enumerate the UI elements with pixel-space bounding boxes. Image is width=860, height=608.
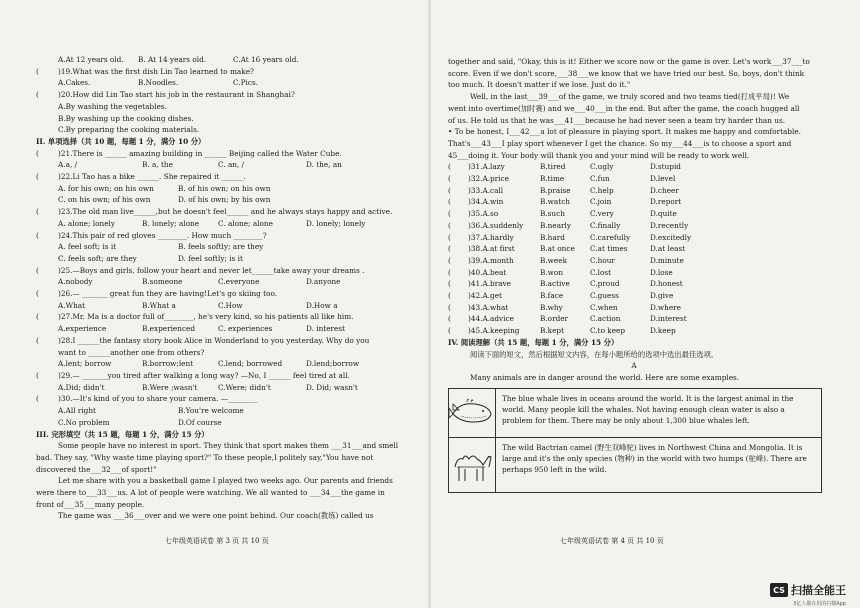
option-line bbox=[36, 323, 418, 335]
cloze-option-cell: C.proud bbox=[590, 279, 620, 289]
section-instructions: 阅读下面的短文，然后根据短文内容，在每小题所给的选项中选出最佳选项。 bbox=[470, 349, 719, 359]
cloze-option-cell: D.give bbox=[650, 291, 674, 301]
cloze-option-row bbox=[448, 173, 710, 185]
option: B. of his own; on his own bbox=[178, 183, 271, 193]
cloze-line: too much. It doesn't matter if we lose. Just do it." bbox=[448, 80, 631, 90]
cloze-option-cell: )31.A.lazy bbox=[468, 162, 505, 172]
option: C. feels soft; are they bbox=[58, 253, 137, 263]
cloze-option-cell: )43.A.what bbox=[468, 302, 509, 312]
option: D. Did; wasn't bbox=[306, 382, 358, 392]
cloze-option-cell: ( bbox=[448, 185, 451, 195]
option: D. lonely; lonely bbox=[306, 218, 366, 228]
cloze-line: The game was ___36___over and we were one point behind. Our coach(教练) called us bbox=[58, 511, 374, 521]
option: C. experiences bbox=[218, 324, 273, 334]
scanner-logo bbox=[770, 582, 846, 598]
cloze-option-cell: )45.A.keeping bbox=[468, 326, 520, 336]
right-footer: 七年级英语试卷 第 4 页 共 10 页 bbox=[560, 537, 664, 545]
answer-paren: ( bbox=[36, 230, 39, 240]
option: A.Did; didn't bbox=[58, 382, 105, 392]
question-stem: )24.This pair of red gloves ________. How much ________? bbox=[58, 230, 267, 240]
cloze-option-cell: ( bbox=[448, 255, 451, 265]
cloze-line: • To be honest, I___42___a lot of pleasure in playing sport. It makes me happy and comfortable. bbox=[448, 127, 802, 137]
question-stem: )19.What was the first dish Lin Tao learned to make? bbox=[58, 66, 254, 76]
cloze-option-cell: D.interest bbox=[650, 314, 687, 324]
cloze-option-cell: D.at least bbox=[650, 244, 686, 254]
cloze-option-cell: C.carefully bbox=[590, 232, 631, 242]
option: C.everyone bbox=[218, 277, 260, 287]
option-line bbox=[36, 241, 418, 253]
option-line bbox=[36, 358, 418, 370]
cloze-option-cell: )39.A.month bbox=[468, 255, 514, 265]
question-stem: )21.There is ______ amazing building in ______ Beijing called the Water Cube. bbox=[58, 148, 342, 158]
section-heading: III. 完形填空（共 15 题，每题 1 分，满分 15 分） bbox=[36, 429, 209, 439]
cloze-option-cell: D.honest bbox=[650, 279, 683, 289]
cloze-option-cell: B.face bbox=[540, 291, 564, 301]
cloze-option-cell: C.ugly bbox=[590, 162, 614, 172]
answer-paren: ( bbox=[36, 394, 39, 404]
cloze-option-cell: B.active bbox=[540, 279, 570, 289]
section-heading: II. 单项选择（共 10 题，每题 1 分，满分 10 分） bbox=[36, 136, 206, 146]
cloze-line: front of___35___many people. bbox=[36, 499, 145, 509]
cloze-option-row bbox=[448, 208, 710, 220]
cloze-option-cell: B.tired bbox=[540, 162, 566, 172]
question-stem: )22.Li Tao has a bike ______. She repaired it ______. bbox=[58, 172, 246, 182]
passage-intro: Many animals are in danger around the world. Here are some examples. bbox=[470, 372, 740, 382]
cloze-option-row bbox=[448, 185, 710, 197]
cloze-line: were there to___33___us. A lot of people were watching. We all wanted to ___34___the game in bbox=[36, 488, 385, 498]
option: D.anyone bbox=[306, 277, 341, 287]
logo-badge: CS bbox=[770, 583, 788, 597]
option: B.experienced bbox=[142, 324, 196, 334]
option: A.nobody bbox=[58, 277, 93, 287]
cloze-option-cell: C.help bbox=[590, 185, 614, 195]
question-text bbox=[36, 265, 418, 277]
cloze-option-cell: B.week bbox=[540, 255, 567, 265]
cloze-option-cell: ( bbox=[448, 279, 451, 289]
question-stem: )27.Mr. Ma is a doctor full of________, he's very kind, so his patients all like him. bbox=[58, 312, 354, 322]
cloze-line: Let me share with you a basketball game I played two weeks ago. Our parents and friends bbox=[58, 476, 393, 486]
answer-paren: ( bbox=[36, 90, 39, 100]
cloze-option-cell: C.hour bbox=[590, 255, 615, 265]
question-text bbox=[36, 148, 418, 160]
option: A.All right bbox=[58, 406, 96, 416]
cloze-option-cell: D.where bbox=[650, 302, 681, 312]
cloze-option-cell: B.at once bbox=[540, 244, 575, 254]
answer-paren: ( bbox=[36, 265, 39, 275]
cloze-option-cell: B.order bbox=[540, 314, 569, 324]
cloze-option-cell: )35.A.so bbox=[468, 209, 499, 219]
option-line bbox=[36, 218, 418, 230]
option-line: A.By washing the vegetables. bbox=[58, 101, 167, 111]
question-stem: )28.I ______the fantasy story book Alice in Wonderland to you yesterday. Why do you bbox=[58, 335, 370, 345]
option: B.Noodles. bbox=[138, 78, 179, 88]
option-line: B.By washing up the cooking dishes. bbox=[58, 113, 194, 123]
cloze-option-cell: D.cheer bbox=[650, 185, 679, 195]
cloze-option-cell: C.very bbox=[590, 209, 614, 219]
cloze-option-cell: D.level bbox=[650, 174, 676, 184]
left-footer: 七年级英语试卷 第 3 页 共 10 页 bbox=[165, 537, 269, 545]
question-stem: )20.How did Lin Tao start his job in the restaurant in Shanghai? bbox=[58, 90, 295, 100]
cloze-option-cell: ( bbox=[448, 174, 451, 184]
option: A.At 12 years old. bbox=[58, 55, 124, 64]
option: B.Were ;wasn't bbox=[142, 382, 198, 392]
cloze-option-cell: D.report bbox=[650, 197, 682, 207]
question-text bbox=[36, 171, 418, 183]
option-line bbox=[36, 194, 418, 206]
cloze-option-cell: C.at times bbox=[590, 244, 628, 254]
option: D.lend;borrow bbox=[306, 359, 360, 369]
cloze-option-cell: B.such bbox=[540, 209, 565, 219]
answer-paren: ( bbox=[36, 172, 39, 182]
question-text bbox=[36, 370, 418, 382]
cloze-option-cell: )44.A.advice bbox=[468, 314, 514, 324]
option: B.borrow;lent bbox=[142, 359, 194, 369]
option: B.You're welcome bbox=[178, 406, 244, 416]
cloze-option-cell: B.time bbox=[540, 174, 565, 184]
whale-icon bbox=[449, 389, 496, 437]
option: C.lend; borrowed bbox=[218, 359, 283, 369]
question-text bbox=[36, 230, 418, 242]
question-text bbox=[36, 288, 418, 300]
cloze-line: discovered the___32___of sport!" bbox=[36, 464, 157, 474]
cloze-option-row bbox=[448, 278, 710, 290]
option: C.How bbox=[218, 300, 243, 310]
passage-label: A bbox=[631, 361, 637, 371]
option-line bbox=[36, 300, 418, 312]
question-stem: )29.— _______you tired after walking a long way? —No, I ______ feel tired at all. bbox=[58, 370, 350, 380]
option: C.No problem bbox=[58, 417, 110, 427]
option-line bbox=[36, 405, 418, 417]
cloze-option-cell: ( bbox=[448, 267, 451, 277]
cloze-option-cell: ( bbox=[448, 209, 451, 219]
cloze-option-cell: B.nearly bbox=[540, 220, 571, 230]
cloze-option-cell: B.kept bbox=[540, 326, 565, 336]
cloze-option-row bbox=[448, 220, 710, 232]
answer-paren: ( bbox=[36, 312, 39, 322]
option: B. At 14 years old. bbox=[138, 55, 207, 64]
option-line bbox=[36, 417, 418, 429]
cloze-option-cell: )41.A.brave bbox=[468, 279, 511, 289]
cloze-option-cell: ( bbox=[448, 302, 451, 312]
question-text bbox=[36, 311, 418, 323]
cloze-option-cell: B.hard bbox=[540, 232, 565, 242]
cloze-option-cell: ( bbox=[448, 326, 451, 336]
question-stem: )25.—Boys and girls, follow your heart and never let______take away your dreams . bbox=[58, 265, 365, 275]
cloze-option-row bbox=[448, 196, 710, 208]
cloze-line: 45___doing it. Your body will thank you and your mind will be ready to work well. bbox=[448, 150, 750, 160]
option: D. feel softly; is it bbox=[178, 253, 243, 263]
animal-table bbox=[448, 388, 822, 493]
cloze-option-cell: )37.A.hardly bbox=[468, 232, 514, 242]
option: D. of his own; by his own bbox=[178, 195, 271, 205]
cloze-option-cell: D.stupid bbox=[650, 162, 681, 172]
option: C.At 16 years old. bbox=[233, 55, 299, 64]
option: A. feel soft; is it bbox=[58, 242, 117, 252]
cloze-option-cell: C.action bbox=[590, 314, 621, 324]
cloze-option-cell: ( bbox=[448, 244, 451, 254]
cloze-option-cell: C.when bbox=[590, 302, 618, 312]
cloze-line: bad. They say, "Why waste time playing sport?" To these people,I politely say,"You have not bbox=[36, 452, 374, 462]
cloze-line: That's___43___I play sport whenever I get the chance. So my___44___is to choose a sport and bbox=[448, 138, 792, 148]
option: D. the, an bbox=[306, 160, 342, 170]
cloze-option-cell: C.to keep bbox=[590, 326, 626, 336]
option: A.What bbox=[58, 300, 86, 310]
cloze-option-row bbox=[448, 325, 710, 337]
answer-paren: ( bbox=[36, 148, 39, 158]
cloze-line: together and said, "Okay, this is it! Either we score now or the game is over. Let's work___37___to bbox=[448, 57, 810, 66]
cloze-option-cell: )38.A.at first bbox=[468, 244, 515, 254]
option: A.Cakes. bbox=[58, 78, 91, 88]
cloze-option-cell: ( bbox=[448, 220, 451, 230]
cloze-option-cell: C.join bbox=[590, 197, 612, 207]
question-stem: )26.— _______ great fun they are having!Let's go skiing too. bbox=[58, 289, 278, 299]
animal-row bbox=[449, 389, 821, 438]
cloze-option-cell: )34.A.win bbox=[468, 197, 504, 207]
option: A. for his own; on his own bbox=[58, 183, 154, 193]
option: B. lonely; alone bbox=[142, 218, 200, 228]
option: C. an, / bbox=[218, 160, 245, 170]
option-line bbox=[36, 276, 418, 288]
option: C. on his own; of his own bbox=[58, 195, 151, 205]
cloze-line: Well, in the last___39___of the game, we truly scored and two teams tied(打成平局)! We bbox=[470, 92, 790, 102]
option: A.experience bbox=[58, 324, 107, 334]
cloze-option-cell: C.lost bbox=[590, 267, 612, 277]
cloze-option-row bbox=[448, 232, 710, 244]
question-text bbox=[36, 335, 418, 347]
cloze-line: went into overtime(加时赛) and we___40___in the end. But after the game, the coach hugged all bbox=[448, 103, 800, 113]
cloze-option-row bbox=[448, 290, 710, 302]
section-heading: IV. 阅读理解（共 15 题，每题 1 分，满分 15 分） bbox=[448, 337, 619, 347]
question-text bbox=[36, 206, 418, 218]
cloze-option-cell: B.why bbox=[540, 302, 563, 312]
option: C.Were; didn't bbox=[218, 382, 271, 392]
option: B. a, the bbox=[142, 160, 173, 170]
cloze-line: Some people have no interest in sport. They think that sport makes them ___31___and smell bbox=[58, 441, 399, 451]
option: D.Of course bbox=[178, 417, 222, 427]
option-line bbox=[36, 54, 418, 66]
animal-description: The blue whale lives in oceans around the world. It is the largest animal in the world. Many people kill the whales. Not having enough clean water is also a problem for them. There may be only about 1,300 blue whales left. bbox=[502, 393, 794, 426]
question-text bbox=[36, 66, 418, 78]
cloze-option-cell: ( bbox=[448, 314, 451, 324]
answer-paren: ( bbox=[36, 66, 39, 76]
option: C. alone; alone bbox=[218, 218, 273, 228]
option-line: C.By preparing the cooking materials. bbox=[58, 125, 200, 135]
cloze-option-cell: D.keep bbox=[650, 326, 676, 336]
answer-paren: ( bbox=[36, 289, 39, 299]
option: B. feels softly; are they bbox=[178, 242, 264, 252]
option: A. alone; lonely bbox=[58, 218, 115, 228]
cloze-option-cell: D.lose bbox=[650, 267, 673, 277]
cloze-option-cell: )42.A.get bbox=[468, 291, 502, 301]
answer-paren: ( bbox=[36, 335, 39, 345]
option: C.Pics. bbox=[233, 78, 259, 88]
cloze-option-cell: )36.A.suddenly bbox=[468, 220, 524, 230]
answer-paren: ( bbox=[36, 370, 39, 380]
question-cont: want to ______another one from others? bbox=[58, 347, 205, 357]
option-line bbox=[36, 382, 418, 394]
option: D.How a bbox=[306, 300, 338, 310]
cloze-option-cell: C.finally bbox=[590, 220, 621, 230]
animal-description: The wild Bactrian camel (野生双峰驼) lives in Northwest China and Mongolia. It is large and it's the only species (物种) in the world with two humps (驼峰). There are perhaps 950 left in the wild. bbox=[502, 442, 807, 475]
cloze-option-cell: B.watch bbox=[540, 197, 570, 207]
cloze-option-cell: ( bbox=[448, 162, 451, 172]
cloze-line: of us. He told us that he was___41___because he had never seen a team try harder than us. bbox=[448, 115, 786, 125]
cloze-option-cell: C.guess bbox=[590, 291, 619, 301]
cloze-option-row bbox=[448, 161, 710, 173]
cloze-option-row bbox=[448, 267, 710, 279]
camel-icon bbox=[449, 438, 496, 492]
cloze-option-cell: C.fun bbox=[590, 174, 610, 184]
cloze-line: score. Even if we don't score,___38___we know that we have tried our best. So, boys, don't think bbox=[448, 68, 805, 78]
cloze-option-row bbox=[448, 313, 710, 325]
option: A.a, / bbox=[58, 160, 78, 170]
cloze-option-cell: ( bbox=[448, 291, 451, 301]
option: D. interest bbox=[306, 324, 345, 334]
animal-row bbox=[449, 438, 821, 492]
option-line bbox=[36, 183, 418, 195]
question-stem: )23.The old man live______,but he doesn't feel______ and he always stays happy and active. bbox=[58, 207, 393, 217]
cloze-option-cell: )32.A.price bbox=[468, 174, 509, 184]
cloze-option-cell: D.recently bbox=[650, 220, 689, 230]
option-line bbox=[36, 159, 418, 171]
cloze-option-cell: ( bbox=[448, 232, 451, 242]
option: B.someone bbox=[142, 277, 183, 287]
cloze-option-cell: B.praise bbox=[540, 185, 571, 195]
cloze-option-row bbox=[448, 302, 710, 314]
cloze-option-cell: D.excitedly bbox=[650, 232, 692, 242]
cloze-option-cell: )33.A.call bbox=[468, 185, 504, 195]
question-text bbox=[36, 89, 418, 101]
cloze-option-cell: B.won bbox=[540, 267, 564, 277]
cloze-option-cell: D.quite bbox=[650, 209, 677, 219]
right-page bbox=[430, 0, 860, 608]
logo-name: 扫描全能王 bbox=[791, 584, 846, 597]
option-line bbox=[36, 253, 418, 265]
cloze-option-cell: D.minute bbox=[650, 255, 684, 265]
cloze-option-cell: ( bbox=[448, 197, 451, 207]
cloze-option-cell: )40.A.beat bbox=[468, 267, 507, 277]
option: A.lent; borrow bbox=[58, 359, 112, 369]
question-stem: )30.—It's kind of you to share your camera. —________ bbox=[58, 394, 258, 404]
cloze-option-row bbox=[448, 255, 710, 267]
cloze-option-row bbox=[448, 243, 710, 255]
cloze-options-table bbox=[448, 161, 710, 337]
answer-paren: ( bbox=[36, 207, 39, 217]
logo-subtitle: 3亿人都在用的扫描App bbox=[793, 601, 846, 607]
question-text bbox=[36, 393, 418, 405]
option-line bbox=[36, 77, 418, 89]
option: B.What a bbox=[142, 300, 176, 310]
